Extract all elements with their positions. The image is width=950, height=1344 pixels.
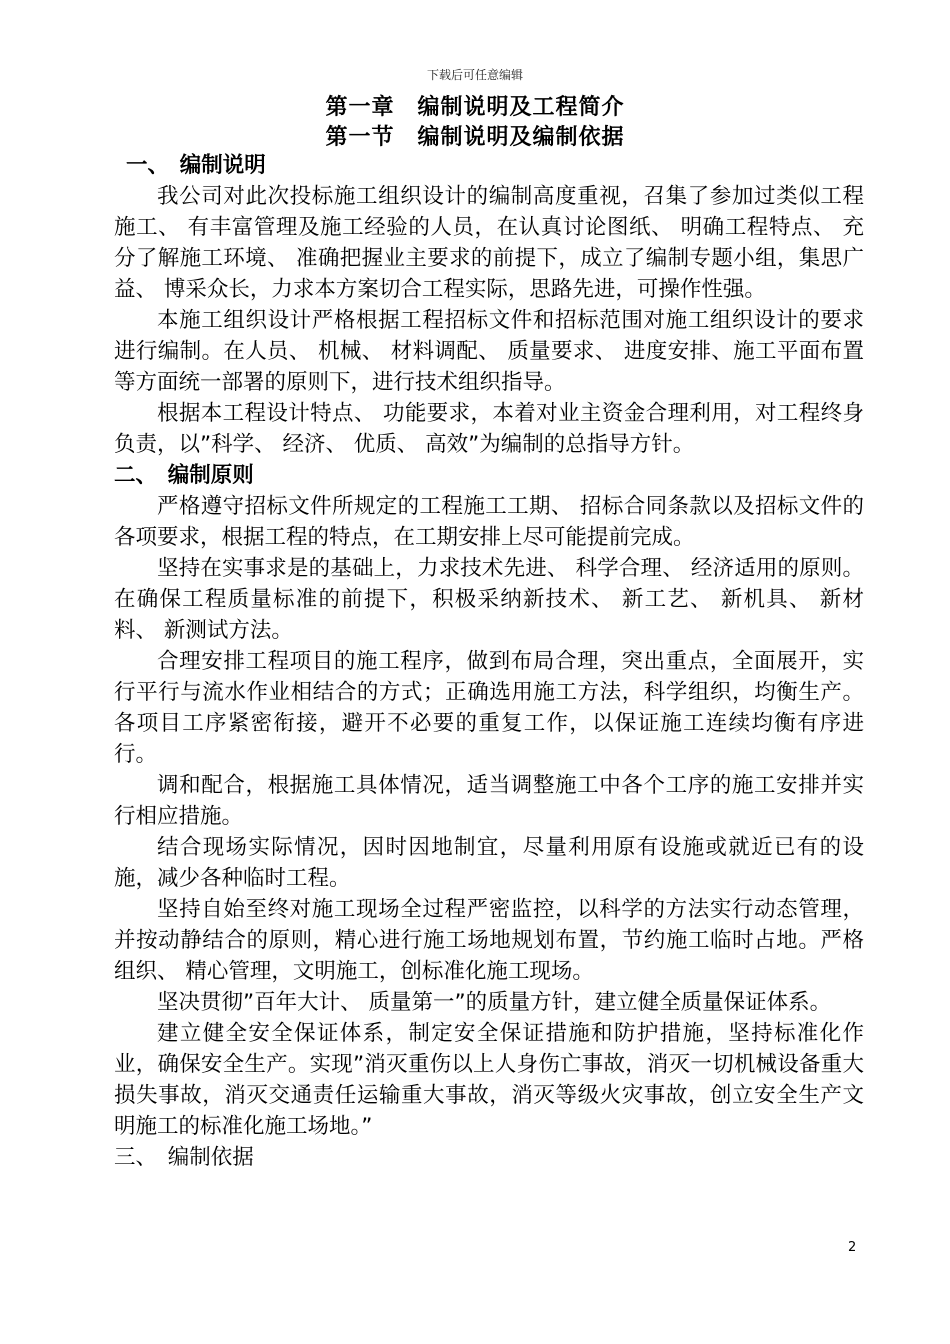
paragraph: 建立健全安全保证体系，制定安全保证措施和防护措施，坚持标准化作业，确保安全生产。实现”消灭重伤以上人身伤亡事故，消灭一切机械设备重大损失事故，消灭交通责任运输重大事故，消灭等级火灾事故，创立安全生产文明施工的标准化施工场地。” bbox=[114, 1021, 864, 1139]
section-title: 第一节 编制说明及编制依据 bbox=[325, 125, 625, 150]
paragraph: 坚决贯彻”百年大计、 质量第一”的质量方针，建立健全质量保证体系。 bbox=[157, 990, 832, 1015]
header-note: 下载后可任意编辑 bbox=[426, 68, 523, 82]
paragraph: 调和配合，根据施工具体情况，适当调整施工中各个工序的施工安排并实行相应措施。 bbox=[114, 773, 864, 829]
heading-3: 三、 编制依据 bbox=[114, 1145, 254, 1170]
paragraph: 坚持在实事求是的基础上，力求技术先进、 科学合理、 经济适用的原则。在确保工程质量标准的前提下，积极采纳新技术、 新工艺、 新机具、 新材料、 新测试方法。 bbox=[114, 556, 864, 643]
paragraph: 结合现场实际情况，因时因地制宜，尽量利用原有设施或就近已有的设施，减少各种临时工程。 bbox=[114, 835, 864, 891]
heading-2: 二、 编制原则 bbox=[114, 463, 254, 488]
document-body bbox=[114, 150, 864, 1173]
paragraph: 坚持自始至终对施工现场全过程严密监控，以科学的方法实行动态管理，并按动静结合的原则，精心进行施工场地规划布置，节约施工临时占地。严格组织、 精心管理，文明施工，创标准化施工现场。 bbox=[114, 897, 864, 984]
paragraph: 本施工组织设计严格根据工程招标文件和招标范围对施工组织设计的要求进行编制。在人员、 机械、 材料调配、 质量要求、 进度安排、施工平面布置等方面统一部署的原则下，进行技术组织指导。 bbox=[114, 308, 864, 395]
page-number: 2 bbox=[848, 1240, 857, 1255]
paragraph: 我公司对此次投标施工组织设计的编制高度重视，召集了参加过类似工程施工、 有丰富管理及施工经验的人员，在认真讨论图纸、 明确工程特点、 充分了解施工环境、 准确把握业主要求的前提下，成立了编制专题小组，集思广益、 博采众长，力求本方案切合工程实际，思路先进，可操作性强。 bbox=[114, 184, 864, 302]
paragraph: 严格遵守招标文件所规定的工程施工工期、 招标合同条款以及招标文件的各项要求，根据工程的特点，在工期安排上尽可能提前完成。 bbox=[114, 494, 864, 550]
chapter-title: 第一章 编制说明及工程简介 bbox=[325, 95, 625, 120]
paragraph: 合理安排工程项目的施工程序，做到布局合理，突出重点，全面展开，实行平行与流水作业相结合的方式；正确选用施工方法，科学组织，均衡生产。各项目工序紧密衔接，避开不必要的重复工作，以保证施工连续均衡有序进行。 bbox=[114, 649, 864, 767]
heading-1: 一、 编制说明 bbox=[126, 153, 266, 178]
paragraph: 根据本工程设计特点、 功能要求，本着对业主资金合理利用，对工程终身负责，以”科学、 经济、 优质、 高效”为编制的总指导方针。 bbox=[114, 401, 864, 457]
